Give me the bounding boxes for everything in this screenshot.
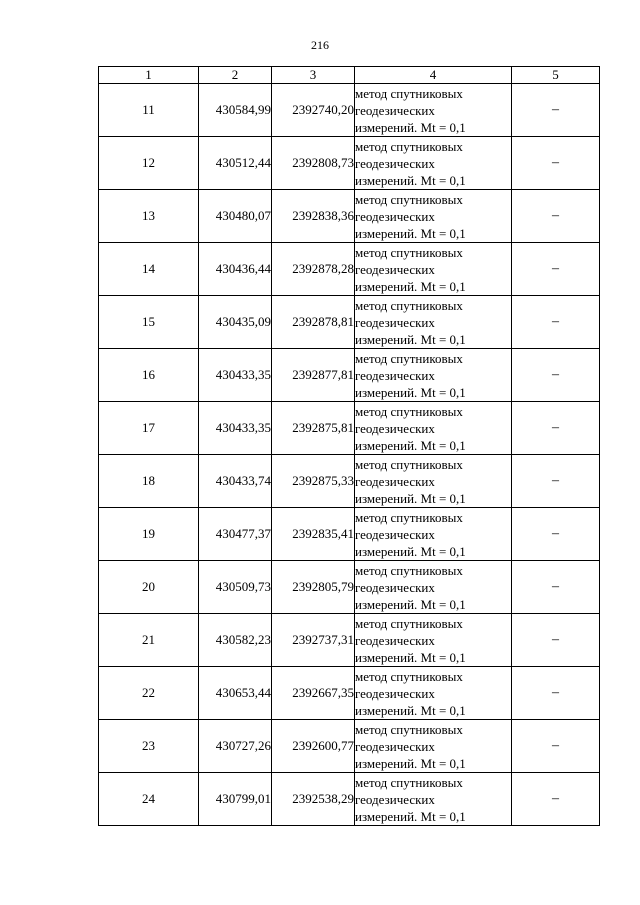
point-number-cell: 14 [99,243,199,296]
x-coordinate-cell: 430477,37 [199,508,272,561]
table-row [99,667,600,720]
header-col-3: 3 [272,67,355,84]
method-line: измерений. Mt = 0,1 [355,702,466,718]
point-number-cell: 17 [99,402,199,455]
note-cell: – [512,190,600,243]
table-row [99,349,600,402]
method-cell [355,243,512,296]
x-coordinate-cell: 430799,01 [199,773,272,826]
note-cell: – [512,402,600,455]
method-cell [355,720,512,773]
y-coordinate-cell: 2392805,79 [272,561,355,614]
method-line: измерений. Mt = 0,1 [355,225,466,241]
method-cell [355,508,512,561]
method-cell [355,190,512,243]
point-number-cell: 12 [99,137,199,190]
table-row [99,84,600,137]
method-line: метод спутниковых [355,562,463,578]
y-coordinate-cell: 2392875,33 [272,455,355,508]
method-line: измерений. Mt = 0,1 [355,437,466,453]
y-coordinate-cell: 2392538,29 [272,773,355,826]
point-number-cell: 18 [99,455,199,508]
coordinates-table [98,66,600,826]
method-line: измерений. Mt = 0,1 [355,808,466,824]
y-coordinate-cell: 2392808,73 [272,137,355,190]
method-line: геодезических [355,208,435,224]
x-coordinate-cell: 430433,35 [199,402,272,455]
note-cell: – [512,614,600,667]
point-number-cell: 11 [99,84,199,137]
method-line: геодезических [355,685,435,701]
table-row [99,508,600,561]
method-cell [355,773,512,826]
method-line: измерений. Mt = 0,1 [355,331,466,347]
note-cell: – [512,720,600,773]
table-row [99,614,600,667]
method-line: измерений. Mt = 0,1 [355,755,466,771]
table-row [99,190,600,243]
table-body [99,84,600,826]
method-line: геодезических [355,791,435,807]
note-cell: – [512,296,600,349]
method-line: измерений. Mt = 0,1 [355,384,466,400]
note-cell: – [512,349,600,402]
y-coordinate-cell: 2392878,81 [272,296,355,349]
header-col-1: 1 [99,67,199,84]
y-coordinate-cell: 2392740,20 [272,84,355,137]
method-line: метод спутниковых [355,668,463,684]
point-number-cell: 15 [99,296,199,349]
method-line: измерений. Mt = 0,1 [355,278,466,294]
method-line: измерений. Mt = 0,1 [355,119,466,135]
x-coordinate-cell: 430435,09 [199,296,272,349]
x-coordinate-cell: 430727,26 [199,720,272,773]
table-row [99,243,600,296]
point-number-cell: 21 [99,614,199,667]
method-cell [355,614,512,667]
y-coordinate-cell: 2392877,81 [272,349,355,402]
method-line: метод спутниковых [355,138,463,154]
y-coordinate-cell: 2392737,31 [272,614,355,667]
y-coordinate-cell: 2392878,28 [272,243,355,296]
method-cell [355,137,512,190]
note-cell: – [512,667,600,720]
method-line: геодезических [355,367,435,383]
table-row [99,296,600,349]
table-row [99,720,600,773]
method-line: геодезических [355,738,435,754]
method-line: измерений. Mt = 0,1 [355,596,466,612]
note-cell: – [512,773,600,826]
header-col-5: 5 [512,67,600,84]
point-number-cell: 23 [99,720,199,773]
method-line: метод спутниковых [355,456,463,472]
table-row [99,561,600,614]
note-cell: – [512,84,600,137]
method-line: метод спутниковых [355,774,463,790]
method-line: геодезических [355,526,435,542]
method-cell [355,561,512,614]
method-line: измерений. Mt = 0,1 [355,490,466,506]
method-line: геодезических [355,420,435,436]
y-coordinate-cell: 2392875,81 [272,402,355,455]
method-cell [355,349,512,402]
point-number-cell: 24 [99,773,199,826]
method-line: метод спутниковых [355,615,463,631]
table-header-row [99,67,600,84]
method-line: метод спутниковых [355,403,463,419]
x-coordinate-cell: 430436,44 [199,243,272,296]
method-line: геодезических [355,473,435,489]
method-line: метод спутниковых [355,244,463,260]
point-number-cell: 22 [99,667,199,720]
method-cell [355,84,512,137]
method-line: геодезических [355,632,435,648]
method-line: геодезических [355,102,435,118]
x-coordinate-cell: 430433,74 [199,455,272,508]
note-cell: – [512,561,600,614]
method-line: метод спутниковых [355,350,463,366]
method-cell [355,455,512,508]
y-coordinate-cell: 2392600,77 [272,720,355,773]
method-line: геодезических [355,314,435,330]
method-line: метод спутниковых [355,297,463,313]
note-cell: – [512,137,600,190]
method-line: геодезических [355,579,435,595]
x-coordinate-cell: 430509,73 [199,561,272,614]
note-cell: – [512,455,600,508]
method-line: метод спутниковых [355,509,463,525]
point-number-cell: 16 [99,349,199,402]
x-coordinate-cell: 430584,99 [199,84,272,137]
method-line: геодезических [355,155,435,171]
x-coordinate-cell: 430480,07 [199,190,272,243]
method-line: измерений. Mt = 0,1 [355,649,466,665]
method-cell [355,667,512,720]
method-line: измерений. Mt = 0,1 [355,543,466,559]
header-col-2: 2 [199,67,272,84]
table-row [99,137,600,190]
page-number: 216 [311,38,329,52]
x-coordinate-cell: 430433,35 [199,349,272,402]
method-line: метод спутниковых [355,85,463,101]
x-coordinate-cell: 430582,23 [199,614,272,667]
note-cell: – [512,508,600,561]
method-line: геодезических [355,261,435,277]
method-line: измерений. Mt = 0,1 [355,172,466,188]
y-coordinate-cell: 2392838,36 [272,190,355,243]
method-line: метод спутниковых [355,191,463,207]
x-coordinate-cell: 430512,44 [199,137,272,190]
method-cell [355,402,512,455]
x-coordinate-cell: 430653,44 [199,667,272,720]
method-line: метод спутниковых [355,721,463,737]
point-number-cell: 13 [99,190,199,243]
table-row [99,773,600,826]
header-col-4: 4 [355,67,512,84]
note-cell: – [512,243,600,296]
table-row [99,402,600,455]
y-coordinate-cell: 2392835,41 [272,508,355,561]
y-coordinate-cell: 2392667,35 [272,667,355,720]
point-number-cell: 19 [99,508,199,561]
point-number-cell: 20 [99,561,199,614]
table-row [99,455,600,508]
method-cell [355,296,512,349]
